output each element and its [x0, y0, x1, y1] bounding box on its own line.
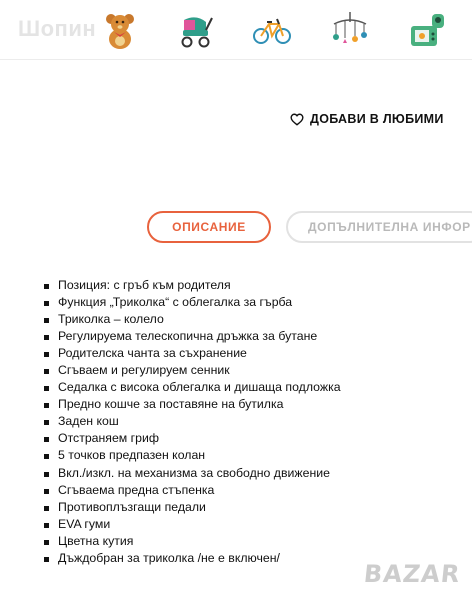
top-navigation — [0, 0, 472, 60]
list-item: Регулируема телескопична дръжка за бутане — [44, 328, 341, 345]
list-item: 5 точков предпазен колан — [44, 447, 341, 464]
list-item: Предно кошче за поставяне на бутилка — [44, 396, 341, 413]
list-item: Вкл./изкл. на механизма за свободно движение — [44, 465, 341, 482]
list-item: Заден кош — [44, 413, 341, 430]
list-item: EVA гуми — [44, 516, 341, 533]
baby-mobile-icon[interactable] — [330, 10, 370, 50]
teddy-bear-icon[interactable] — [100, 10, 140, 50]
list-item: Позиция: с гръб към родителя — [44, 277, 341, 294]
list-item: Дъждобран за триколка /не е включен/ — [44, 550, 341, 567]
list-item: Триколка – колело — [44, 311, 341, 328]
bicycle-icon[interactable] — [252, 10, 292, 50]
list-item: Родителска чанта за съхранение — [44, 345, 341, 362]
heart-icon — [290, 113, 304, 126]
add-to-favorites-button[interactable] — [290, 112, 444, 126]
tab-additional-info[interactable]: ДОПЪЛНИТЕЛНА ИНФОР — [286, 211, 472, 243]
feature-list — [44, 277, 341, 567]
tab-description[interactable]: ОПИСАНИЕ — [147, 211, 271, 243]
list-item: Противоплъзгащи педали — [44, 499, 341, 516]
baby-monitor-icon[interactable] — [408, 10, 448, 50]
bazar-watermark: BAZAR — [362, 560, 462, 588]
list-item: Цветна кутия — [44, 533, 341, 550]
list-item: Сгъваема предна стъпенка — [44, 482, 341, 499]
stroller-icon[interactable] — [176, 10, 216, 50]
list-item: Сгъваем и регулируем сенник — [44, 362, 341, 379]
list-item: Седалка с висока облегалка и дишаща подложка — [44, 379, 341, 396]
list-item: Функция „Триколка“ с облегалка за гърба — [44, 294, 341, 311]
faded-site-title: Шопин — [18, 16, 97, 41]
list-item: Отстраняем гриф — [44, 430, 341, 447]
favorites-label: ДОБАВИ В ЛЮБИМИ — [310, 112, 444, 126]
